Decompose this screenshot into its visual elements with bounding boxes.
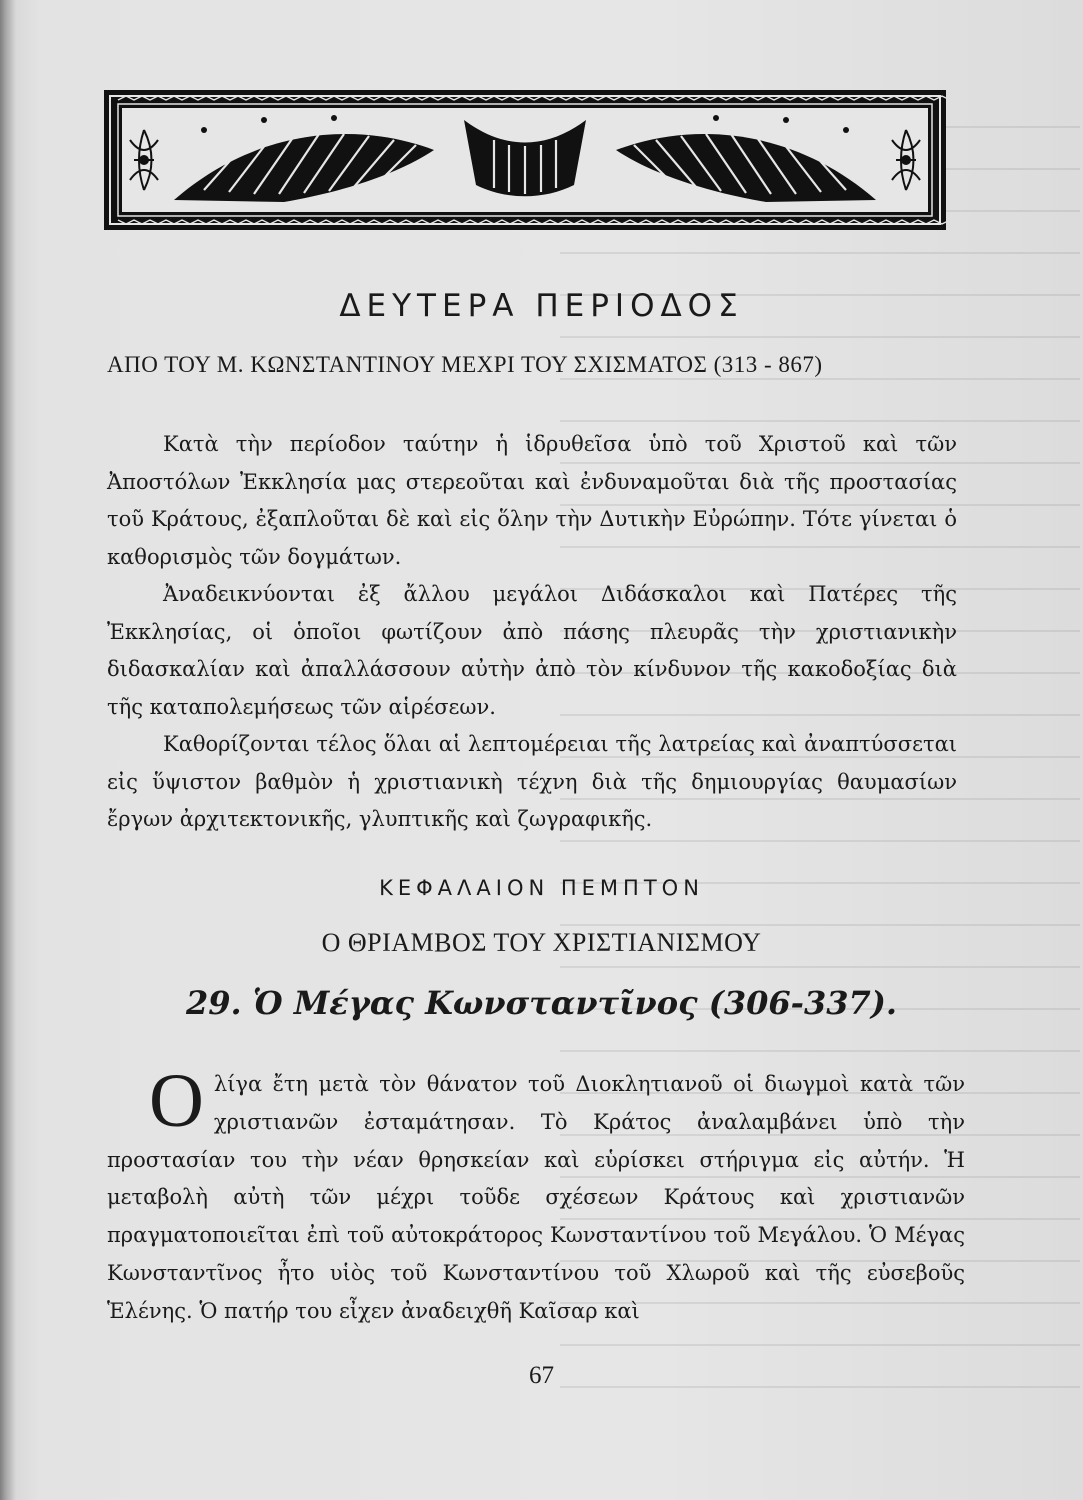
- section-body: [107, 1059, 965, 1331]
- section-title: 29. Ὁ Μέγας Κωνσταντῖνος (306-337).: [185, 984, 898, 1022]
- period-subtitle: ΑΠΟ ΤΟΥ Μ. ΚΩΝΣΤΑΝΤΙΝΟΥ ΜΕΧΡΙ ΤΟΥ ΣΧΙΣΜΑΤΟΣ (313 - 867): [107, 352, 823, 377]
- ornamental-header-band: [104, 90, 946, 230]
- drop-cap: Ο: [149, 1059, 204, 1143]
- intro-paragraph-2: Ἀναδεικνύονται ἐξ ἄλλου μεγάλοι Διδάσκαλοι καὶ Πατέρες τῆς Ἐκκλησίας, οἱ ὁποῖοι φωτίζουν ἀπὸ πάσης πλευρᾶς τὴν χριστιανικὴν διδασκαλίαν καὶ ἀπαλλάσσουν αὐτὴν ἀπὸ τὸν κίνδυνον τῆς κακοδοξίας διὰ τῆς καταπολεμήσεως τῶν αἱρέσεων.: [107, 582, 957, 719]
- section-text: λίγα ἔτη μετὰ τὸν θάνατον τοῦ Διοκλητιανοῦ οἱ διωγμοὶ κατὰ τῶν χριστιανῶν ἐσταμάτησαν. Τὸ Κράτος ἀναλαμβάνει ὑπὸ τὴν προστασίαν του τὴν νέαν θρησκείαν καὶ εὑρίσκει στήριγμα εἰς αὐτήν. Ἡ μεταβολὴ αὐτὴ τῶν μέχρι τοῦδε σχέσεων Κράτους καὶ χριστιανῶν πραγματοποιεῖται ἐπὶ τοῦ αὐτοκράτορος Κωνσταντίνου τοῦ Μεγάλου. Ὁ Μέγας Κωνσταντῖνος ἦτο υἱὸς τοῦ Κωνσταντίνου τοῦ Χλωροῦ καὶ τῆς εὐσεβοῦς Ἑλένης. Ὁ πατήρ του εἶχεν ἀναδειχθῆ Καῖσαρ καὶ: [107, 1072, 965, 1323]
- chapter-label: ΚΕΦΑΛΑΙΟΝ ΠΕΜΠΤΟΝ: [379, 876, 704, 900]
- intro-paragraph-3: Καθορίζονται τέλος ὅλαι αἱ λεπτομέρειαι τῆς λατρείας καὶ ἀναπτύσσεται εἰς ὕψιστον βαθμὸν ἡ χριστιανικὴ τέχνη διὰ τῆς δημιουργίας θαυμασίων ἔργων ἀρχιτεκτονικῆς, γλυπτικῆς καὶ ζωγραφικῆς.: [107, 732, 957, 831]
- intro-text: [107, 426, 957, 839]
- period-title: ΔΕΥΤΕΡΑ ΠΕΡΙΟΔΟΣ: [339, 288, 744, 324]
- intro-paragraph-1: Κατὰ τὴν περίοδον ταύτην ἡ ἱδρυθεῖσα ὑπὸ τοῦ Χριστοῦ καὶ τῶν Ἀποστόλων Ἐκκλησία μας στερεοῦται καὶ ἐνδυναμοῦται διὰ τῆς προστασίας τοῦ Κράτους, ἐξαπλοῦται δὲ καὶ εἰς ὅλην τὴν Δυτικὴν Εὐρώπην. Τότε γίνεται ὁ καθορισμὸς τῶν δογμάτων.: [107, 432, 957, 569]
- chapter-title: Ο ΘΡΙΑΜΒΟΣ ΤΟΥ ΧΡΙΣΤΙΑΝΙΣΜΟΥ: [321, 928, 762, 957]
- page-number: 67: [529, 1362, 554, 1389]
